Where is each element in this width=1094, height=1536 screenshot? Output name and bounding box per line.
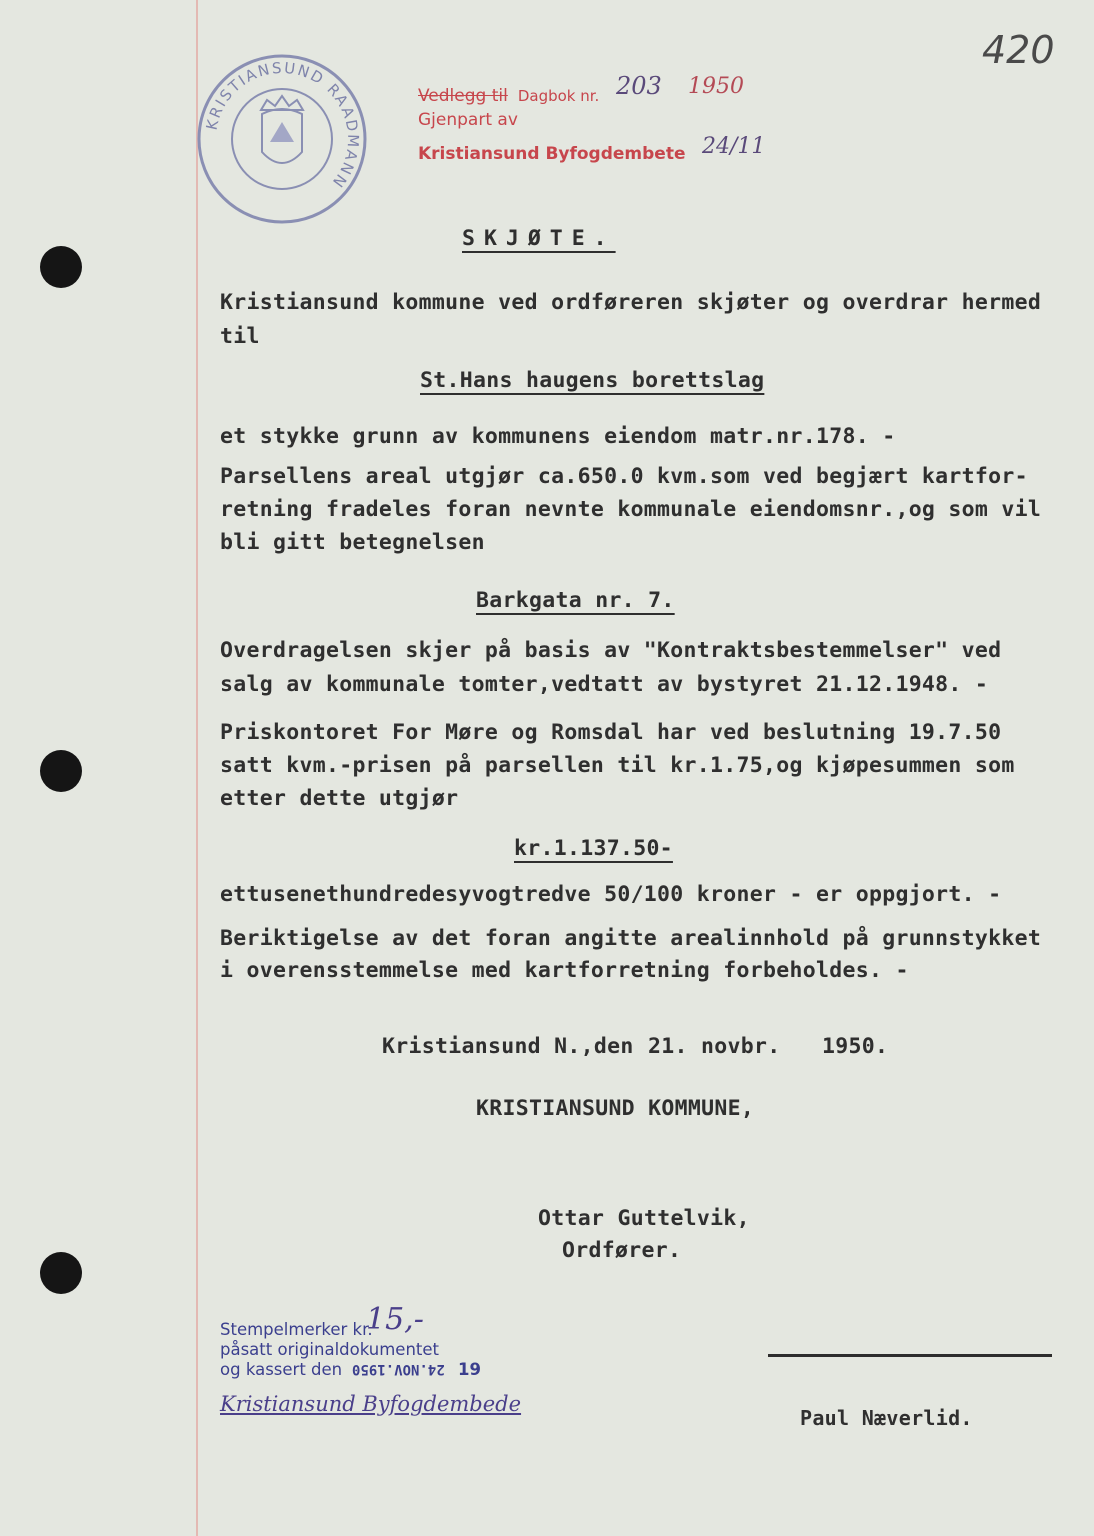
stamp-duty-line-2: påsatt originaldokumentet — [220, 1340, 439, 1359]
stamp-vedlegg: Vedlegg til — [418, 86, 508, 106]
stamp-duty-suffix: 19 — [458, 1360, 481, 1379]
body-line-3: et stykke grunn av kommunens eiendom matr.nr.178. - — [220, 424, 896, 449]
signature-line — [768, 1354, 1052, 1357]
stamp-dagbok-number: 203 — [616, 72, 662, 100]
second-signatory-name: Paul Næverlid. — [800, 1406, 973, 1430]
body-line-11: etter dette utgjør — [220, 786, 459, 811]
document-title: SKJØTE. — [462, 226, 616, 251]
punch-hole-top — [40, 246, 82, 288]
signatory-name: Ottar Guttelvik, — [538, 1206, 750, 1231]
cancellation-date-stamp: 24.NOV.1950 — [352, 1361, 445, 1377]
stamp-duty-line-3: og kassert den — [220, 1360, 343, 1379]
date-day: 21. novbr. — [648, 1034, 781, 1059]
body-line-1: Kristiansund kommune ved ordføreren skjøter og overdrar hermed — [220, 290, 1042, 315]
stamp-gjenpart: Gjenpart av — [418, 110, 518, 130]
stamp-year: 1950 — [688, 74, 744, 99]
body-line-14: i overensstemmelse med kartforretning forbeholdes. - — [220, 958, 909, 983]
body-line-5: retning fradeles foran nevnte kommunale eiendomsnr.,og som vil — [220, 497, 1042, 522]
body-line-9: Priskontoret For Møre og Romsdal har ved beslutning 19.7.50 — [220, 720, 1002, 745]
seal-text: KRISTIANSUND RAADMANN — [202, 58, 363, 193]
municipality-name: KRISTIANSUND KOMMUNE, — [476, 1096, 755, 1121]
body-line-13: Beriktigelse av det foran angitte arealinnhold på grunnstykket — [220, 926, 1042, 951]
body-line-7: Overdragelsen skjer på basis av "Kontraktsbestemmelser" ved — [220, 638, 1002, 663]
council-seal — [195, 52, 369, 226]
handwritten-office-signature: Kristiansund Byfogdembede — [220, 1392, 522, 1416]
punch-hole-bottom — [40, 1252, 82, 1294]
body-line-4: Parsellens areal utgjør ca.650.0 kvm.som ved begjært kartfor- — [220, 464, 1028, 489]
buyer-name: St.Hans haugens borettslag — [420, 368, 765, 393]
body-line-6: bli gitt betegnelsen — [220, 530, 485, 555]
stamp-duty-line-1: Stempelmerker kr. — [220, 1320, 373, 1339]
page-number: 420 — [982, 28, 1055, 72]
stamp-duty-amount: 15,- — [366, 1302, 424, 1337]
purchase-amount: kr.1.137.50- — [514, 836, 673, 861]
signatory-role: Ordfører. — [562, 1238, 682, 1263]
body-line-10: satt kvm.-prisen på parsellen til kr.1.75,og kjøpesummen som — [220, 753, 1015, 778]
body-line-8: salg av kommunale tomter,vedtatt av bystyret 21.12.1948. - — [220, 672, 989, 697]
date-year: 1950. — [822, 1034, 889, 1059]
stamp-dagbok: Dagbok nr. — [517, 87, 600, 105]
margin-line — [196, 0, 198, 1536]
punch-hole-middle — [40, 750, 82, 792]
body-line-12: ettusenethundredesyvogtredve 50/100 kroner - er oppgjort. - — [220, 882, 1002, 907]
property-address: Barkgata nr. 7. — [476, 588, 675, 613]
body-line-2: til — [220, 324, 260, 349]
stamp-date: 24/11 — [702, 134, 766, 159]
stamp-office: Kristiansund Byfogdembete — [418, 144, 686, 164]
place: Kristiansund N.,den — [382, 1034, 634, 1059]
